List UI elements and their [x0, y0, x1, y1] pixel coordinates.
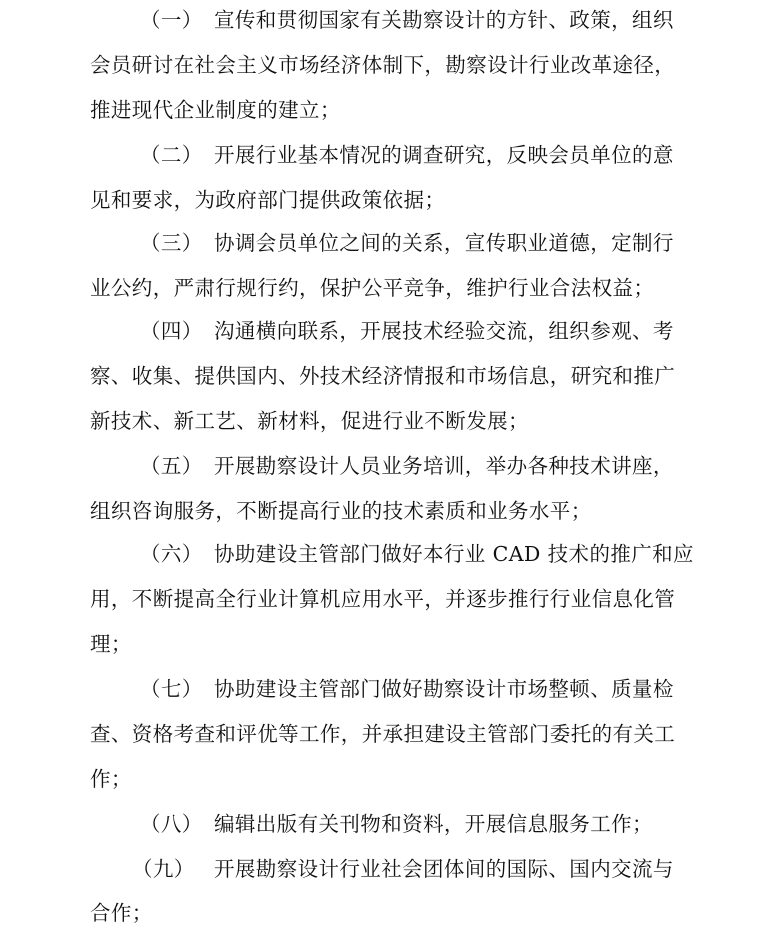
item-3-text-2: 业公约，严肃行规行约，保护公平竞争，维护行业合法权益； [90, 276, 655, 300]
item-5-text-2: 组织咨询服务，不断提高行业的技术素质和业务水平； [90, 499, 592, 523]
item-2-text-1: 开展行业基本情况的调查研究，反映会员单位的意 [214, 143, 674, 167]
item-5-line-1 [90, 446, 690, 486]
item-9-number: （九） [132, 857, 195, 881]
item-6-line-3 [90, 624, 690, 664]
item-4-text-2: 察、收集、提供国内、外技术经济情报和市场信息，研究和推广 [90, 364, 676, 388]
item-9-text-1: 开展勘察设计行业社会团体间的国际、国内交流与 [214, 857, 674, 881]
item-7-text-2: 查、资格考查和评优等工作，并承担建设主管部门委托的有关工 [90, 722, 676, 746]
item-2-line-1 [90, 135, 690, 175]
item-4-text-3: 新技术、新工艺、新材料，促进行业不断发展； [90, 409, 529, 433]
item-8-line-1 [90, 804, 690, 844]
item-1-line-1 [90, 0, 690, 40]
item-4-line-1 [90, 311, 690, 351]
item-1-text-1: 宣传和贯彻国家有关勘察设计的方针、政策，组织 [214, 8, 674, 32]
item-3-number: （三） [140, 231, 203, 255]
item-5-number: （五） [140, 454, 203, 478]
item-1-number: （一） [140, 8, 203, 32]
item-2-line-2 [90, 180, 690, 220]
item-8-text-1: 编辑出版有关刊物和资料，开展信息服务工作； [214, 812, 653, 836]
item-3-text-1: 协调会员单位之间的关系，宣传职业道德，定制行 [214, 231, 674, 255]
item-3-line-1 [90, 223, 690, 263]
item-7-line-2 [90, 714, 690, 754]
item-5-line-2 [90, 491, 690, 531]
item-9-line-2 [90, 893, 690, 933]
item-2-text-2: 见和要求，为政府部门提供政策依据； [90, 188, 446, 212]
item-7-text-3: 作； [90, 767, 132, 791]
item-1-text-3: 推进现代企业制度的建立； [90, 98, 341, 122]
item-7-text-1: 协助建设主管部门做好勘察设计市场整顿、质量检 [214, 677, 674, 701]
item-1-text-2: 会员研讨在社会主义市场经济体制下，勘察设计行业改革途径， [90, 53, 676, 77]
item-6-number: （六） [140, 542, 203, 566]
item-4-number: （四） [140, 319, 203, 343]
item-6-line-1 [90, 534, 694, 574]
item-6-text-2: 用，不断提高全行业计算机应用水平，并逐步推行行业信息化管 [90, 587, 676, 611]
item-7-number: （七） [140, 677, 203, 701]
item-1-line-3 [90, 90, 690, 130]
item-9-text-2: 合作； [90, 901, 153, 925]
item-7-line-3 [90, 759, 690, 799]
item-9-line-1 [90, 849, 690, 889]
item-4-line-2 [90, 356, 690, 396]
item-6-text-1: 协助建设主管部门做好本行业 CAD 技术的推广和应 [214, 542, 694, 566]
item-5-text-1: 开展勘察设计人员业务培训，举办各种技术讲座， [214, 454, 674, 478]
item-3-line-2 [90, 268, 690, 308]
item-6-text-3: 理； [90, 632, 132, 656]
item-4-line-3 [90, 401, 690, 441]
item-6-line-2 [90, 579, 690, 619]
item-4-text-1: 沟通横向联系，开展技术经验交流，组织参观、考 [214, 319, 674, 343]
item-7-line-1 [90, 669, 690, 709]
item-2-number: （二） [140, 143, 203, 167]
item-8-number: （八） [140, 812, 203, 836]
item-1-line-2 [90, 45, 690, 85]
